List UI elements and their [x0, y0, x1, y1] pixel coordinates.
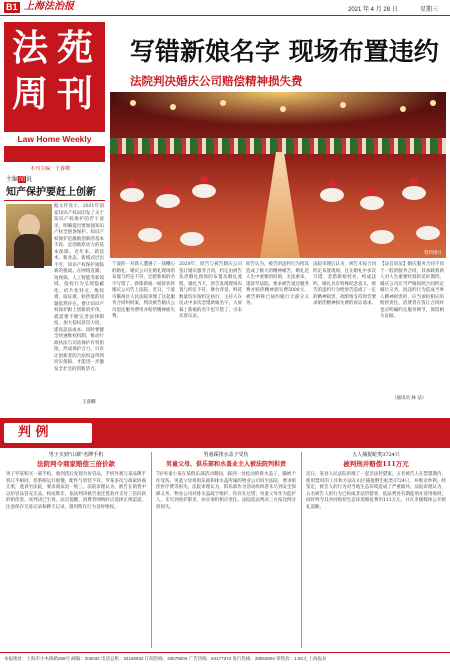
subtitle: Law Home Weekly — [4, 132, 105, 146]
lead-subhead: 法院判决婚庆公司赔偿精神损失费 — [130, 74, 303, 88]
case-kicker: 五人捕捉蛇类3724只 — [352, 452, 400, 458]
page-code: B1 — [6, 2, 18, 12]
column-signature: 王睿卿 — [82, 400, 96, 405]
editor-credit: 本刊主编：王睿卿 — [30, 166, 71, 172]
column-divider — [151, 452, 152, 648]
column-divider — [301, 452, 302, 648]
lead-column-1: 宁波的一对新人遭遇了一场糟心的婚礼：婚庆公司在婚礼现场的布置与约定不符，还把新娘的名字写错了。新郎新娘一纸诉状将婚庆公司告上法院。近日，宁波市鄞州区人民法院审理了这起服务合同纠纷案，判决被告婚庆公司退还服务费用并赔偿精神损失费。 — [112, 262, 175, 319]
title-char: 周 — [12, 73, 49, 115]
cases-section-band — [0, 418, 450, 448]
column-rule — [4, 200, 105, 201]
cases-band-title: 判 例 — [18, 425, 49, 440]
masthead-logo: 上海法治报 — [24, 1, 74, 12]
lead-byline: （通讯员 林 洁） — [392, 396, 427, 401]
case-title: 被判刑并赔偿111万元 — [343, 460, 409, 468]
page-header — [0, 0, 450, 16]
cases-band-label — [4, 423, 92, 443]
wedding-photo — [110, 92, 446, 258]
lead-column-5: 【法官说法】婚庆服务合同不同于一般的服务合同，其承载着新人对人生重要时刻的美好期待。婚庆公司应当严格按照合同约定履行义务，因违约行为造成当事人精神损害的，应当承担相应的赔偿责任。消费者在签订合同时也应明确约定服务细节，保留相关证据。 — [380, 262, 444, 319]
column-label-char: 闻 — [19, 176, 26, 183]
case-kicker: 男子买到"山寨"名牌手机 — [48, 452, 104, 458]
footer-info: 本报地址：上海市小木桥路268号 邮编：200032 电话总机：34160932 订阅热线：33575000 广告热线：64177374 发行热线：28853803 零售价：1.50元 上海报业 — [4, 656, 327, 661]
case-title: 法院判令商家赔偿三倍价款 — [37, 460, 115, 468]
sidebar-title-block — [4, 22, 105, 162]
issue-date: 2021 年 4 月 28 日 — [348, 7, 398, 13]
column-body: 据文件显示，2021年国家知识产权局印发了关于知识产权保护的若干意见，明确提出要加强知识产权全链条保护。知识产权保护是激励创新的基本手段，是创新原动力的基本保障。近年来，新技术、新业态、新模式层出不穷，知识产权保护面临新的挑战。在网络直播、短视频、人工智能等新领域，侵权行为呈现隐蔽化、碎片化特点，维权难、取证难、赔偿低的问题依然存在。要让知识产权保护跟上创新的步伐，就需要不断完善法律制度，加大侵权惩罚力度，提高违法成本。同时要健全快速维权机制，推动行政执法与司法保护有机衔接，形成保护合力。只有让创新者的合法权益得到切实保障，才能进一步激发全社会的创新活力。 — [54, 204, 104, 372]
case-body: 近日，某县人民法院审理了一起非法狩猎案。五名被告人在禁猎期内，使用禁用的工具和方法在山区捕捉野生蛇类3724只，并贩卖牟利。经鉴定，被告人的行为对当地生态环境造成了严重破坏。法院审理认为，五名被告人的行为已构成非法狩猎罪，依法判处有期徒刑并适用缓刑，同时判令其共同赔偿生态环境修复费用111万元，并在市级媒体公开赔礼道歉。 — [306, 472, 446, 510]
author-photo — [6, 204, 52, 266]
case-kicker: 男童踩排水盖子受伤 — [203, 452, 249, 458]
case-title: 男童父母、俱乐部和水盖业主人被法院判担责 — [165, 461, 286, 468]
photo-credit: 资料图片 — [424, 251, 442, 256]
lead-column-4: 法院审理后认为，被告未按合同约定布置现场，且在婚礼中多次写错、念错新娘姓名，构成违约。婚礼具有特殊纪念意义，被告的违约行为给原告造成了一定的精神损害，故酌情支持原告要求赔偿精神损失费的诉讼请求。 — [313, 262, 376, 306]
title-char: 法 — [12, 27, 49, 69]
column-label: 主编闻说 — [6, 176, 33, 183]
column-body-continued — [6, 268, 104, 376]
footer-rule — [0, 652, 450, 653]
lead-column-2: 2020年，原告与被告婚庆公司签订婚庆服务合同，约定由被告负责婚礼现场的布置及婚礼流程。婚礼当天，原告发现现场布置与约定不符，舞台背景、鲜花数量均未按约定执行，主持人在仪式中多次念错新娘名字，大屏幕上新娘的名字也写错了，引来宾客议论。 — [179, 262, 242, 319]
issue-weekday: 星期三 — [420, 7, 439, 13]
lead-headline: 写错新娘名字 现场布置违约 — [130, 37, 439, 66]
case-body: 男子罗某购买一部手机，收到货后发现为仿冒品，手机外观与某品牌手机几乎相同，但系统运行缓慢，配件与原装不符。罗某多次与商家协商无果，遂诉至法院，要求商家退一赔三。法院审理认为，被告在销售中以仿冒品冒充正品，构成欺诈，依法判决被告退还货款并支付三倍价款的赔偿金。该判决已生效。法官提醒，消费者网购时应选择正规渠道，注意保存交易记录和聊天记录，遇到欺诈行为及时维权。 — [6, 472, 146, 510]
title-char: 刊 — [57, 73, 94, 115]
lead-column-3: 原告认为，被告的违约行为给其造成了极大的精神痛苦，婚礼是人生中重要的时刻，无法重来，遂诉至法院，要求被告退还服务费并赔偿精神损失费5000元。被告辩称已按约履行大部分义务。 — [246, 262, 309, 306]
column-title: 知产保护要赶上创新 — [6, 187, 96, 198]
case-body: 7岁男童小某在某俱乐部活动期间，踩到一处松动的排水盖子，脚被卡住受伤。男童父母将俱乐部和排水盖所属的物业公司诉至法院，要求赔偿医疗费等损失。法院审理认为，俱乐部作为活动组织者未尽到安全保障义务，物业公司对排水盖疏于维护，均存在过错；男童父母作为监护人，未尽到看护职责，亦应承担相应责任。法院依法判决三方按比例分担损失。 — [156, 472, 296, 510]
title-char: 苑 — [57, 27, 94, 69]
